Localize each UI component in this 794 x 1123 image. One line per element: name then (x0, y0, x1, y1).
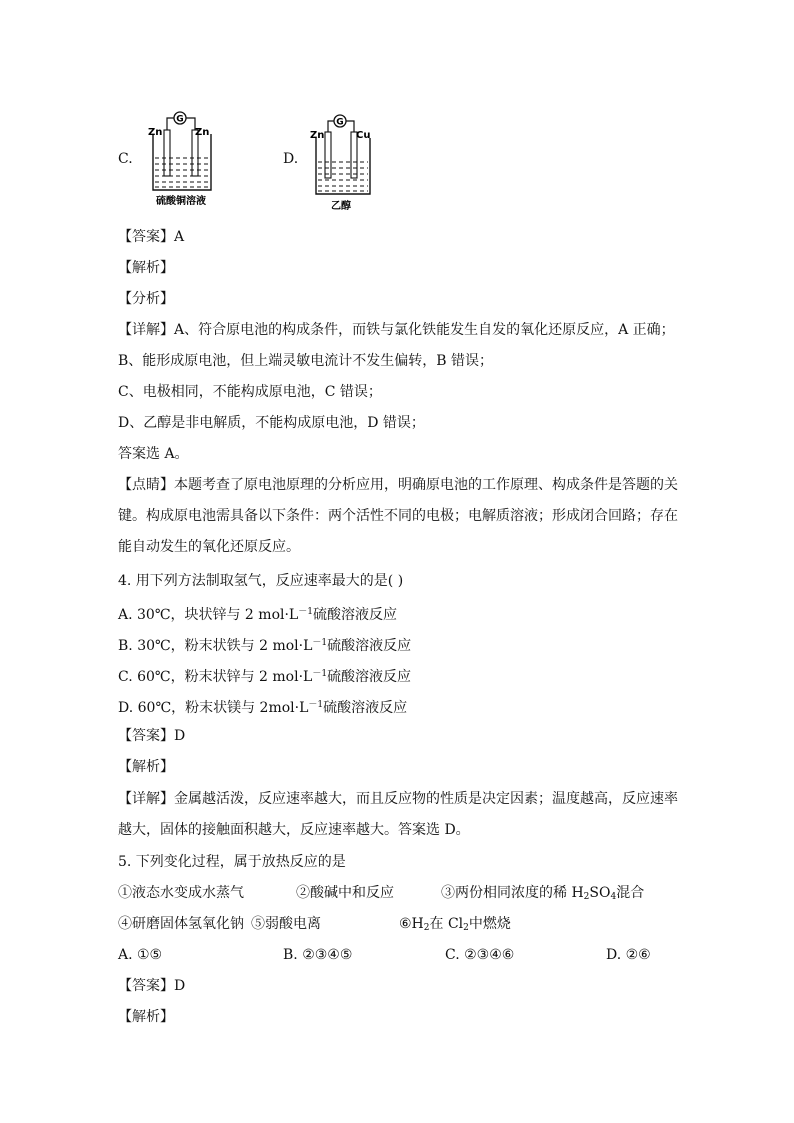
q3-comment-3: 能自动发生的氧化还原反应。 (118, 539, 300, 555)
q5-choice-a: A. ①⑤ (118, 947, 163, 963)
q4-detail-1: 【详解】金属越活泼，反应速率越大，而且反应物的性质是决定因素；温度越高，反应速率 (118, 791, 678, 807)
q5-item-3: ③两份相同浓度的稀 $H_2SO_4$混合 (441, 885, 645, 902)
q3-analysis-heading: 【解析】 (118, 260, 174, 276)
galvanometer-label: G (176, 114, 184, 125)
q3-detail-4: D、乙醇是非电解质，不能构成原电池，D 错误； (118, 415, 425, 431)
right-electrode-label: Cu (356, 130, 371, 141)
galvanic-cell-figure-d (308, 108, 398, 212)
q3-detail-1: 【详解】A、符合原电池的构成条件，而铁与氯化铁能发生自发的氧化还原反应，A 正确； (118, 322, 675, 338)
q5-item-5: ⑤弱酸电离 (251, 916, 321, 932)
galvanometer-label: G (336, 117, 344, 128)
q5-item-4: ④研磨固体氢氧化钠 (118, 916, 244, 932)
q5-item-1: ①液态水变成水蒸气 (118, 885, 244, 901)
option-d-label: D. (283, 151, 299, 167)
q4-option-d: D. 60℃，粉末状镁与 $2mol\cdot L^{-1}$硫酸溶液反应 (118, 700, 408, 716)
option-c-label: C. (118, 151, 133, 167)
left-electrode-label: Zn (310, 130, 325, 141)
q5-item-2: ②酸碱中和反应 (296, 885, 394, 901)
q5-item-6: $⑥H_2$在 $Cl_2$中燃烧 (399, 916, 511, 933)
q4-answer: 【答案】D (118, 728, 186, 744)
q4-option-a: A. 30℃，块状锌与 2 $mol\cdot L^{-1}$硫酸溶液反应 (118, 607, 397, 623)
q3-fenxi-heading: 【分析】 (118, 291, 174, 307)
galvanic-cell-figure-c (145, 108, 235, 210)
q3-detail-2: B、能形成原电池，但上端灵敏电流计不发生偏转，B 错误； (118, 353, 494, 369)
q4-detail-2: 越大，固体的接触面积越大，反应速率越大。答案选 D。 (118, 822, 470, 838)
q5-stem: 5. 下列变化过程，属于放热反应的是 (118, 854, 346, 870)
q3-comment-2: 键。构成原电池需具备以下条件：两个活性不同的电极；电解质溶液；形成闭合回路；存在 (118, 508, 678, 524)
left-electrode-label: Zn (148, 127, 163, 138)
q5-choice-b: B. ②③④⑤ (283, 947, 353, 963)
right-electrode-label: Zn (195, 127, 210, 138)
q5-analysis-heading: 【解析】 (118, 1009, 174, 1025)
solution-caption: 乙醇 (331, 201, 351, 212)
q5-answer: 【答案】D (118, 978, 186, 994)
q3-detail-3: C、电极相同，不能构成原电池，C 错误； (118, 384, 382, 400)
q5-choice-c: C. ②③④⑥ (445, 947, 515, 963)
q4-option-c: C. 60℃，粉末状锌与 2 $mol\cdot L^{-1}$硫酸溶液反应 (118, 669, 412, 685)
q3-answer: 【答案】A (118, 229, 185, 245)
q3-comment-1: 【点睛】本题考查了原电池原理的分析应用，明确原电池的工作原理、构成条件是答题的关 (118, 477, 678, 493)
q4-stem: 4. 用下列方法制取氢气，反应速率最大的是( ) (118, 573, 404, 589)
q4-analysis-heading: 【解析】 (118, 759, 174, 775)
q5-choice-d: D. ②⑥ (606, 947, 651, 963)
q3-detail-5: 答案选 A。 (118, 446, 189, 462)
solution-caption: 硫酸铜溶液 (156, 196, 206, 207)
q4-option-b: B. 30℃，粉末状铁与 2 $mol\cdot L^{-1}$硫酸溶液反应 (118, 638, 412, 654)
